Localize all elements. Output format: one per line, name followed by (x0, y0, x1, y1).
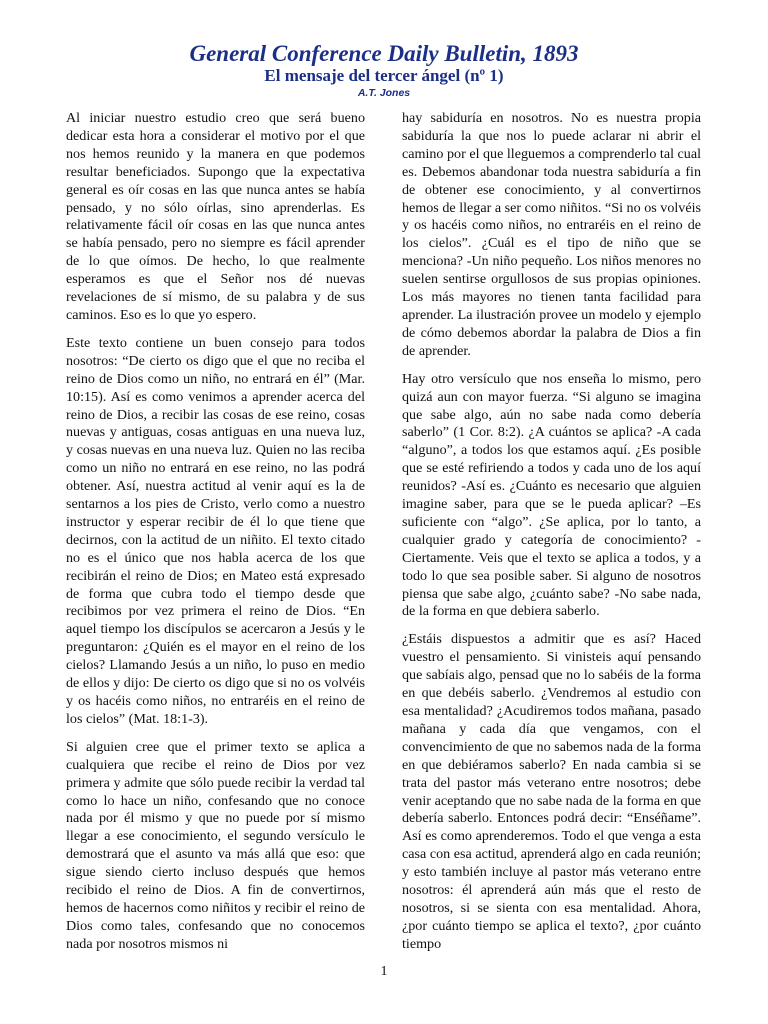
paragraph: Si alguien cree que el primer texto se aplica a cualquiera que recibe el reino de Dios por vez primera y admite que sólo puede recibir la verdad tal como lo hace un niño, confesando que no conoce nada por él mismo y que no puede por sí mismo llegar a ese conocimiento, el segundo versículo le demostrará que el asunto va más allá que eso: que sigue siendo cierto incluso después que hemos recibido el reino de Dios. A fin de convertirnos, hemos de hacernos como niñitos y recibir el reino de Dios como tales, confesando que no conocemos nada por nosotros mismos ni (66, 738, 365, 952)
paragraph: Al iniciar nuestro estudio creo que será bueno dedicar esta hora a considerar el motivo por el que nos hemos reunido y la manera en que podemos resultar beneficiados. Supongo que la expectativa general es oír cosas en las que nunca antes se había pensado, y no sólo oírlas, sino aprenderlas. Es relativamente fácil oír cosas en las que nunca antes se había pensado, pero no siempre es fácil aprender de lo que oímos. De hecho, lo que realmente esperamos es que el Señor nos dé nuevas revelaciones de sí mismo, de su palabra y de sus caminos. Eso es lo que yo espero. (66, 110, 365, 323)
paragraph: Este texto contiene un buen consejo para todos nosotros: “De cierto os digo que el que no reciba el reino de Dios como un niño, no entrará en él” (Mar. 10:15). Así es como venimos a aprender acerca del reino de Dios, a recibir las cosas de ese reino, cosas nuevas y antiguas, cosas antiguas en una nueva luz, y cosas nuevas en una nueva luz. Quien no las reciba como un niño no entrará en ese reino, no las podrá obtener. Así, nuestra actitud al venir aquí es la de sentarnos a los pies de Cristo, verlo como a nuestro instructor y esperar recibir de él lo que tiene que decirnos, con la actitud de un niñito. El texto citado no es el único que nos habla acerca de los que recibirán el reino de Dios; en Mateo está expresado de forma que cubra todo el tiempo desde que recibimos por vez primera el reino de Dios. “En aquel tiempo los discípulos se acercaron a Jesús y le preguntaron: ¿Quién es el mayor en el reino de los cielos? Llamando Jesús a un niño, lo puso en medio de ellos y dijo: De cierto os digo que si no os volvéis y os hacéis como niños, no entraréis en el reino de los cielos” (Mat. 18:1-3). (66, 334, 365, 727)
author-name: A.T. Jones (357, 87, 411, 99)
bulletin-title: General Conference Daily Bulletin, 1893 (189, 41, 579, 66)
page-number: 1 (380, 964, 388, 979)
right-column (402, 110, 701, 964)
paragraph: Hay otro versículo que nos enseña lo mismo, pero quizá aun con mayor fuerza. “Si alguno se imagina que sabe algo, aún no sabe nada como debería saberlo” (1 Cor. 8:2). ¿A cuántos se aplica? -A cada “alguno”, a todos los que estamos aquí. ¿Es posible que se esté refiriendo a todos y cada uno de los aquí reunidos? -Así es. ¿Cuánto es necesario que alguien imagine saber, para que se le pueda aplicar? –Es suficiente con “algo”. ¿Se aplica, por lo tanto, a cualquier grado y categoría de conocimiento? -Ciertamente. Veis que el texto se aplica a todos, y a todo lo que sea posible saber. Si alguno de nosotros piensa que sabe algo, ¿cuánto sabe? -No sabe nada, de la forma en que debiera saberlo. (402, 370, 701, 620)
sermon-subtitle: El mensaje del tercer ángel (nº 1) (264, 66, 504, 85)
paragraph: ¿Estáis dispuestos a admitir que es así? Haced vuestro el pensamiento. Si vinisteis aquí pensando que sabíais algo, pensad que no lo sabéis de la forma en que debéis saberlo. ¿Vendremos al estudio con esa mentalidad? ¿Acudiremos todos mañana, pasado mañana y cada día que vengamos, con el convencimiento de que no sabemos nada de la forma en que debiéramos saberlo? En nada cambia si se trata del pastor más veterano entre nosotros; debe venir aceptando que no sabe nada de la forma en que debería saberlo. Entonces podrá decir: “Enséñame”. Así es como aprenderemos. Todo el que venga a esta casa con esa actitud, aprenderá algo en cada reunión; y esto también incluye al pastor más veterano entre nosotros: él aprenderá aún más que el resto de nosotros, si se sienta con esa mentalidad. Ahora, ¿por cuánto tiempo se aplica el texto?, ¿por cuánto tiempo (402, 631, 701, 952)
paragraph: hay sabiduría en nosotros. No es nuestra propia sabiduría la que nos lo puede aclarar ni abrir el camino por el que lleguemos a comprenderlo tal cual es. Debemos abandonar toda nuestra sabiduría a fin de obtener ese conocimiento, y al convertirnos hemos de llegar a ser como niñitos. “Si no os volvéis y os hacéis como niños, no entraréis en el reino de los cielos”. ¿Cuál es el tipo de niño que se menciona? -Un niño pequeño. Los niños menores no suelen sentirse orgullosos de sus propias opiniones. Los más mayores no tienen tanta facilidad para aprender. La ilustración provee un modelo y ejemplo de cómo debemos abordar la palabra de Dios a fin de aprender. (402, 110, 701, 359)
left-column (66, 110, 365, 964)
